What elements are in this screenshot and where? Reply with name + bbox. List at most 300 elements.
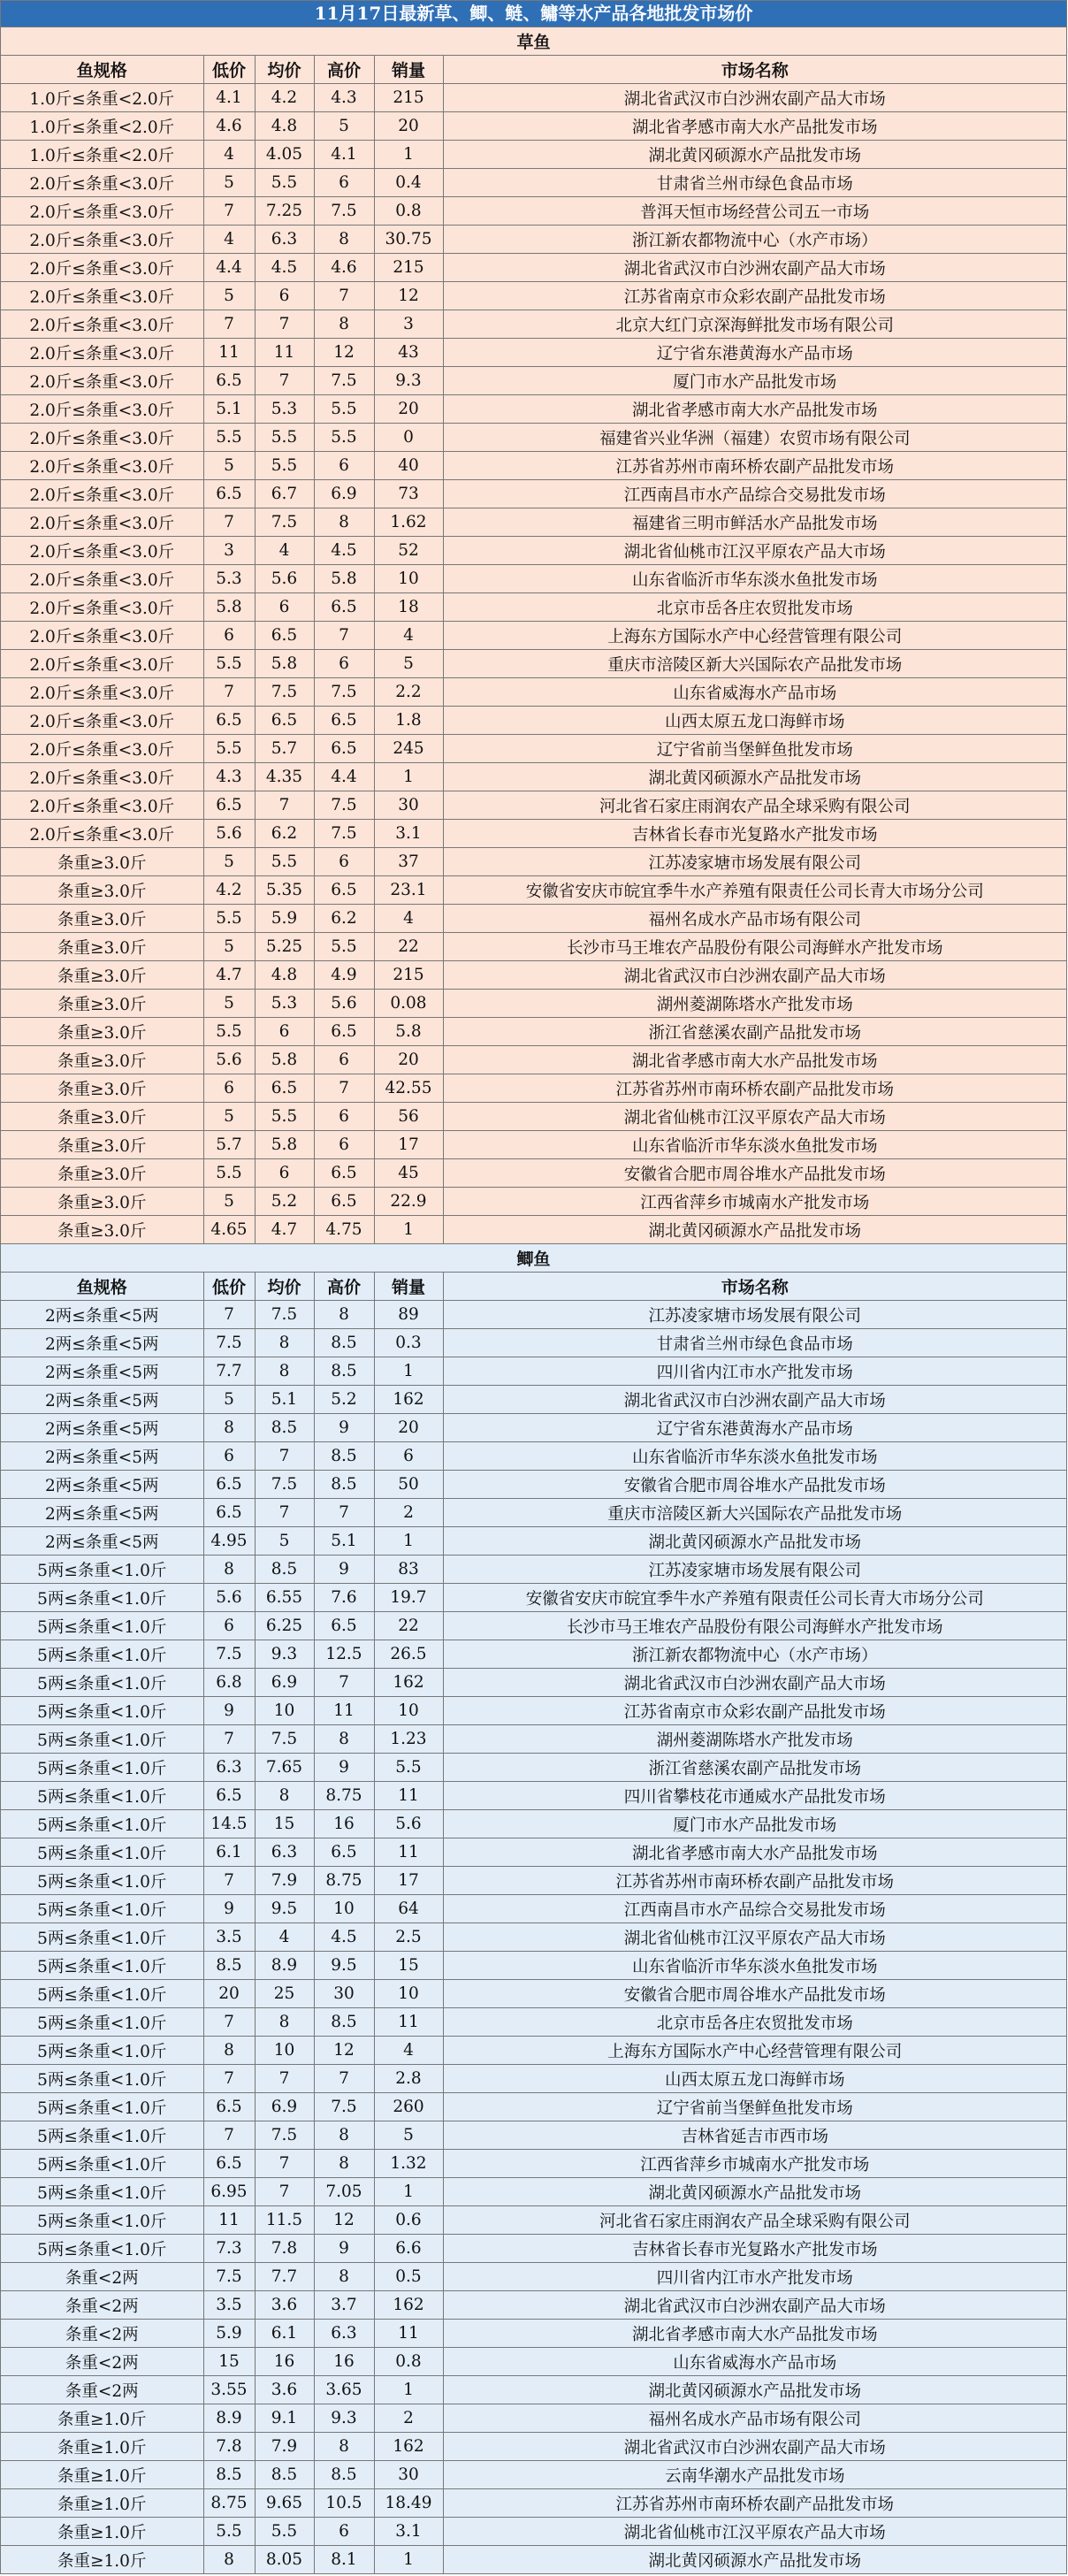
table-cell: 30: [374, 791, 443, 820]
table-cell: 15: [374, 1952, 443, 1980]
table-cell: 0.08: [374, 990, 443, 1018]
table-cell: 5.5: [203, 2518, 255, 2546]
table-row: [1, 876, 1067, 905]
table-cell: 7.5: [255, 1301, 314, 1329]
table-cell: 5两≤条重<1.0斤: [1, 2093, 203, 2121]
table-cell: 5两≤条重<1.0斤: [1, 2178, 203, 2206]
table-cell: 3.6: [255, 2291, 314, 2320]
table-cell: 2.0斤≤条重<3.0斤: [1, 820, 203, 848]
table-cell: 2.0斤≤条重<3.0斤: [1, 254, 203, 282]
table-cell: 11: [374, 2320, 443, 2348]
table-cell: 5: [203, 1188, 255, 1216]
table-row: [1, 2291, 1067, 2320]
table-cell: 条重≥3.0斤: [1, 1131, 203, 1159]
table-cell: 11.5: [255, 2206, 314, 2235]
table-cell: 215: [374, 254, 443, 282]
table-cell: 37: [374, 848, 443, 876]
table-cell: 8.05: [255, 2546, 314, 2574]
table-cell: 4.35: [255, 763, 314, 791]
table-cell: 2.0斤≤条重<3.0斤: [1, 452, 203, 480]
table-cell: 8.5: [314, 2461, 374, 2489]
table-cell: 20: [374, 1414, 443, 1442]
table-cell: 1.62: [374, 508, 443, 537]
table-cell: 湖州菱湖陈塔水产批发市场: [443, 990, 1067, 1018]
table-cell: 40: [374, 452, 443, 480]
table-cell: 江苏省苏州市南环桥农副产品批发市场: [443, 2489, 1067, 2518]
table-cell: 8: [314, 2263, 374, 2291]
table-cell: 湖北省仙桃市江汉平原农产品大市场: [443, 2518, 1067, 2546]
table-cell: 5.5: [314, 424, 374, 452]
table-cell: 6: [314, 848, 374, 876]
table-cell: 7: [255, 1499, 314, 1527]
table-cell: 215: [374, 84, 443, 112]
table-cell: 条重≥3.0斤: [1, 1216, 203, 1244]
table-row: [1, 282, 1067, 310]
table-row: [1, 2008, 1067, 2037]
table-cell: 甘肃省兰州市绿色食品市场: [443, 169, 1067, 197]
table-cell: 辽宁省前当堡鲜鱼批发市场: [443, 735, 1067, 763]
table-cell: 2两≤条重<5两: [1, 1527, 203, 1556]
table-cell: 12: [374, 282, 443, 310]
table-cell: 5: [203, 169, 255, 197]
table-cell: 10: [314, 1895, 374, 1923]
column-header-row: [1, 56, 1067, 84]
table-cell: 上海东方国际水产中心经营管理有限公司: [443, 2037, 1067, 2065]
table-cell: 7.5: [255, 508, 314, 537]
table-cell: 162: [374, 1386, 443, 1414]
table-cell: 9: [314, 1754, 374, 1782]
table-cell: 20: [374, 395, 443, 424]
table-cell: 山东省临沂市华东淡水鱼批发市场: [443, 1131, 1067, 1159]
table-row: [1, 2376, 1067, 2404]
table-cell: 4.1: [203, 84, 255, 112]
table-cell: 5.6: [314, 990, 374, 1018]
table-cell: 7: [255, 2178, 314, 2206]
table-cell: 5两≤条重<1.0斤: [1, 1640, 203, 1669]
table-cell: 北京市岳各庄农贸批发市场: [443, 593, 1067, 622]
table-cell: 2.0斤≤条重<3.0斤: [1, 763, 203, 791]
table-cell: 条重≥3.0斤: [1, 933, 203, 961]
table-row: [1, 508, 1067, 537]
table-cell: 7.5: [255, 678, 314, 707]
table-row: [1, 2518, 1067, 2546]
table-row: [1, 254, 1067, 282]
table-cell: 安徽省合肥市周谷堆水产品批发市场: [443, 1471, 1067, 1499]
table-cell: 162: [374, 2291, 443, 2320]
table-cell: 条重≥3.0斤: [1, 848, 203, 876]
table-cell: 3.1: [374, 820, 443, 848]
table-cell: 30: [314, 1980, 374, 2008]
table-cell: 5两≤条重<1.0斤: [1, 1754, 203, 1782]
table-cell: 6.5: [203, 791, 255, 820]
table-cell: 1.32: [374, 2150, 443, 2178]
table-cell: 5两≤条重<1.0斤: [1, 1612, 203, 1640]
table-cell: 条重<2两: [1, 2291, 203, 2320]
table-cell: 5: [203, 848, 255, 876]
table-cell: 14.5: [203, 1810, 255, 1838]
table-cell: 245: [374, 735, 443, 763]
table-cell: 条重≥1.0斤: [1, 2489, 203, 2518]
table-row: [1, 735, 1067, 763]
table-cell: 重庆市涪陵区新大兴国际农产品批发市场: [443, 1499, 1067, 1527]
table-cell: 2.0斤≤条重<3.0斤: [1, 282, 203, 310]
table-cell: 6.55: [255, 1584, 314, 1612]
table-cell: 辽宁省东港黄海水产品市场: [443, 339, 1067, 367]
table-cell: 7.7: [203, 1357, 255, 1386]
table-cell: 5两≤条重<1.0斤: [1, 1867, 203, 1895]
table-cell: 湖北省仙桃市江汉平原农产品大市场: [443, 537, 1067, 565]
table-cell: 江苏凌家塘市场发展有限公司: [443, 1301, 1067, 1329]
table-cell: 215: [374, 961, 443, 990]
table-row: [1, 1018, 1067, 1046]
table-row: [1, 1527, 1067, 1556]
table-cell: 5: [203, 282, 255, 310]
table-cell: 7.5: [255, 2121, 314, 2150]
table-cell: 20: [374, 1046, 443, 1074]
table-row: [1, 763, 1067, 791]
table-cell: 湖北黄冈硕源水产品批发市场: [443, 1527, 1067, 1556]
table-cell: 5两≤条重<1.0斤: [1, 2206, 203, 2235]
table-cell: 条重≥3.0斤: [1, 961, 203, 990]
table-cell: 2.0斤≤条重<3.0斤: [1, 225, 203, 254]
table-row: [1, 1980, 1067, 2008]
table-cell: 3.5: [203, 2291, 255, 2320]
table-cell: 4.6: [314, 254, 374, 282]
table-cell: 6.5: [203, 1782, 255, 1810]
table-cell: 0.8: [374, 197, 443, 225]
table-cell: 1: [374, 763, 443, 791]
table-cell: 4.7: [203, 961, 255, 990]
table-row: [1, 1159, 1067, 1188]
table-row: [1, 2546, 1067, 2574]
table-cell: 6.5: [314, 1612, 374, 1640]
table-cell: 2.0斤≤条重<3.0斤: [1, 367, 203, 395]
table-row: [1, 1357, 1067, 1386]
table-cell: 5两≤条重<1.0斤: [1, 1895, 203, 1923]
table-cell: 2.8: [374, 2065, 443, 2093]
table-cell: 7: [203, 2121, 255, 2150]
table-cell: 4.4: [203, 254, 255, 282]
table-cell: 5.5: [203, 424, 255, 452]
table-cell: 6.5: [203, 1499, 255, 1527]
table-cell: 18: [374, 593, 443, 622]
table-cell: 安徽省合肥市周谷堆水产品批发市场: [443, 1980, 1067, 2008]
table-cell: 湖北黄冈硕源水产品批发市场: [443, 2376, 1067, 2404]
table-cell: 5.6: [374, 1810, 443, 1838]
table-cell: 6: [314, 1046, 374, 1074]
table-row: [1, 395, 1067, 424]
table-cell: 9.3: [255, 1640, 314, 1669]
table-cell: 11: [255, 339, 314, 367]
table-cell: 5.5: [255, 848, 314, 876]
table-cell: 5.8: [203, 593, 255, 622]
table-cell: 7: [203, 508, 255, 537]
table-cell: 6: [255, 1159, 314, 1188]
table-cell: 江苏省南京市众彩农副产品批发市场: [443, 282, 1067, 310]
table-cell: 6.5: [314, 707, 374, 735]
table-cell: 6.7: [255, 480, 314, 508]
table-cell: 7.9: [255, 2433, 314, 2461]
table-cell: 5.8: [314, 565, 374, 593]
table-cell: 2.0斤≤条重<3.0斤: [1, 622, 203, 650]
column-header: 均价: [255, 1273, 314, 1301]
table-row: [1, 197, 1067, 225]
table-cell: 福建省兴业华洲（福建）农贸市场有限公司: [443, 424, 1067, 452]
table-cell: 浙江省慈溪农副产品批发市场: [443, 1018, 1067, 1046]
table-cell: 7.5: [203, 1329, 255, 1357]
table-cell: 8: [314, 2433, 374, 2461]
table-cell: 7: [203, 310, 255, 339]
table-cell: 湖北省孝感市南大水产品批发市场: [443, 112, 1067, 141]
table-cell: 5: [203, 452, 255, 480]
table-cell: 1: [374, 2376, 443, 2404]
table-row: [1, 1952, 1067, 1980]
table-cell: 湖北省武汉市白沙洲农副产品大市场: [443, 2433, 1067, 2461]
column-header: 市场名称: [443, 1273, 1067, 1301]
section-title: 草鱼: [1, 27, 1067, 56]
table-cell: 8.5: [314, 1442, 374, 1471]
table-cell: 7: [255, 791, 314, 820]
table-cell: 8: [314, 2150, 374, 2178]
table-cell: 4.5: [314, 537, 374, 565]
table-cell: 条重≥1.0斤: [1, 2546, 203, 2574]
table-row: [1, 2235, 1067, 2263]
table-row: [1, 1867, 1067, 1895]
table-cell: 50: [374, 1471, 443, 1499]
table-cell: 6.25: [255, 1612, 314, 1640]
table-cell: 5两≤条重<1.0斤: [1, 1584, 203, 1612]
table-cell: 1.8: [374, 707, 443, 735]
table-cell: 8.5: [314, 1329, 374, 1357]
table-cell: 条重≥3.0斤: [1, 990, 203, 1018]
table-row: [1, 1923, 1067, 1952]
table-cell: 7.5: [255, 1725, 314, 1754]
table-cell: 吉林省延吉市西市场: [443, 2121, 1067, 2150]
table-cell: 6: [314, 169, 374, 197]
table-cell: 22.9: [374, 1188, 443, 1216]
table-cell: 10: [374, 565, 443, 593]
table-cell: 6.5: [203, 480, 255, 508]
table-cell: 2两≤条重<5两: [1, 1471, 203, 1499]
table-cell: 7: [203, 1725, 255, 1754]
table-cell: 6.5: [314, 876, 374, 905]
table-cell: 10: [255, 2037, 314, 2065]
table-cell: 4: [255, 1923, 314, 1952]
table-cell: 山东省威海水产品市场: [443, 678, 1067, 707]
table-cell: 2.0斤≤条重<3.0斤: [1, 424, 203, 452]
table-row: [1, 2037, 1067, 2065]
table-cell: 云南华潮水产品批发市场: [443, 2461, 1067, 2489]
table-cell: 2.0斤≤条重<3.0斤: [1, 565, 203, 593]
table-cell: 6.6: [374, 2235, 443, 2263]
table-cell: 湖北省武汉市白沙洲农副产品大市场: [443, 254, 1067, 282]
table-cell: 6: [255, 1018, 314, 1046]
table-row: [1, 933, 1067, 961]
table-cell: 7.5: [203, 2263, 255, 2291]
table-cell: 7: [203, 197, 255, 225]
table-row: [1, 1074, 1067, 1103]
table-cell: 0.3: [374, 1329, 443, 1357]
column-header: 鱼规格: [1, 1273, 203, 1301]
table-cell: 8: [203, 2546, 255, 2574]
table-row: [1, 848, 1067, 876]
table-cell: 0.6: [374, 2206, 443, 2235]
table-cell: 5.5: [203, 905, 255, 933]
table-cell: 7.8: [203, 2433, 255, 2461]
table-cell: 25: [255, 1980, 314, 2008]
table-cell: 8.5: [314, 1471, 374, 1499]
table-cell: 6.5: [203, 1471, 255, 1499]
table-cell: 条重≥3.0斤: [1, 1188, 203, 1216]
table-cell: 10: [374, 1697, 443, 1725]
table-cell: 6.1: [255, 2320, 314, 2348]
table-cell: 5: [255, 1527, 314, 1556]
table-cell: 5.2: [314, 1386, 374, 1414]
table-cell: 4.5: [314, 1923, 374, 1952]
table-cell: 2: [374, 2404, 443, 2433]
table-cell: 5.5: [374, 1754, 443, 1782]
table-cell: 江苏省南京市众彩农副产品批发市场: [443, 1697, 1067, 1725]
table-cell: 4.2: [255, 84, 314, 112]
table-cell: 15: [203, 2348, 255, 2376]
table-cell: 湖北黄冈硕源水产品批发市场: [443, 2546, 1067, 2574]
table-cell: 5: [203, 933, 255, 961]
table-cell: 2两≤条重<5两: [1, 1499, 203, 1527]
table-cell: 2.0斤≤条重<3.0斤: [1, 791, 203, 820]
table-cell: 7: [203, 2065, 255, 2093]
table-cell: 2.0斤≤条重<3.0斤: [1, 310, 203, 339]
table-cell: 条重≥3.0斤: [1, 1018, 203, 1046]
table-cell: 5两≤条重<1.0斤: [1, 1810, 203, 1838]
table-cell: 56: [374, 1103, 443, 1131]
table-cell: 3.1: [374, 2518, 443, 2546]
table-cell: 7.5: [314, 367, 374, 395]
table-cell: 四川省内江市水产批发市场: [443, 1357, 1067, 1386]
table-cell: 162: [374, 1669, 443, 1697]
table-cell: 7: [314, 1074, 374, 1103]
table-cell: 3: [374, 310, 443, 339]
table-cell: 5.1: [203, 395, 255, 424]
table-cell: 10.5: [314, 2489, 374, 2518]
table-cell: 3.6: [255, 2376, 314, 2404]
column-header-row: [1, 1273, 1067, 1301]
table-cell: 26.5: [374, 1640, 443, 1669]
table-cell: 6: [203, 1074, 255, 1103]
section-1: [1, 1244, 1067, 2574]
table-cell: 23.1: [374, 876, 443, 905]
table-cell: 2两≤条重<5两: [1, 1386, 203, 1414]
table-cell: 湖北黄冈硕源水产品批发市场: [443, 2178, 1067, 2206]
table-cell: 8.75: [314, 1782, 374, 1810]
table-row: [1, 1612, 1067, 1640]
table-cell: 条重<2两: [1, 2376, 203, 2404]
table-cell: 6: [203, 622, 255, 650]
table-cell: 8: [203, 1414, 255, 1442]
column-header: 高价: [314, 1273, 374, 1301]
table-cell: 6: [255, 593, 314, 622]
table-cell: 5.5: [203, 1018, 255, 1046]
table-cell: 5两≤条重<1.0斤: [1, 1556, 203, 1584]
table-cell: 2.0斤≤条重<3.0斤: [1, 650, 203, 678]
table-cell: 8: [314, 508, 374, 537]
table-cell: 5.5: [203, 1159, 255, 1188]
table-cell: 8: [203, 2037, 255, 2065]
table-cell: 条重<2两: [1, 2348, 203, 2376]
table-row: [1, 1442, 1067, 1471]
table-cell: 湖州菱湖陈塔水产批发市场: [443, 1725, 1067, 1754]
table-cell: 5.9: [255, 905, 314, 933]
table-cell: 5.3: [203, 565, 255, 593]
table-row: [1, 367, 1067, 395]
table-cell: 9.1: [255, 2404, 314, 2433]
table-cell: 1: [374, 2546, 443, 2574]
table-cell: 3.5: [203, 1923, 255, 1952]
table-cell: 8.5: [203, 1952, 255, 1980]
table-cell: 3.55: [203, 2376, 255, 2404]
table-row: [1, 1216, 1067, 1244]
table-cell: 湖北省仙桃市江汉平原农产品大市场: [443, 1923, 1067, 1952]
table-cell: 条重≥1.0斤: [1, 2518, 203, 2546]
table-cell: 5两≤条重<1.0斤: [1, 2150, 203, 2178]
table-cell: 4: [203, 141, 255, 169]
table-row: [1, 169, 1067, 197]
table-cell: 2.0斤≤条重<3.0斤: [1, 508, 203, 537]
table-cell: 安徽省合肥市周谷堆水产品批发市场: [443, 1159, 1067, 1188]
table-cell: 7: [203, 1867, 255, 1895]
table-cell: 5两≤条重<1.0斤: [1, 2235, 203, 2263]
table-cell: 7: [314, 2065, 374, 2093]
table-cell: 江西南昌市水产品综合交易批发市场: [443, 1895, 1067, 1923]
table-cell: 甘肃省兰州市绿色食品市场: [443, 1329, 1067, 1357]
table-cell: 5两≤条重<1.0斤: [1, 2121, 203, 2150]
section-title-row: [1, 1244, 1067, 1273]
table-cell: 6.5: [314, 1018, 374, 1046]
table-cell: 16: [314, 2348, 374, 2376]
table-cell: 辽宁省前当堡鲜鱼批发市场: [443, 2093, 1067, 2121]
table-cell: 1: [374, 1357, 443, 1386]
table-cell: 湖北省武汉市白沙洲农副产品大市场: [443, 84, 1067, 112]
table-cell: 4.3: [203, 763, 255, 791]
table-cell: 长沙市马王堆农产品股份有限公司海鲜水产批发市场: [443, 933, 1067, 961]
table-row: [1, 565, 1067, 593]
table-row: [1, 1584, 1067, 1612]
table-cell: 山东省临沂市华东淡水鱼批发市场: [443, 1442, 1067, 1471]
table-cell: 4: [255, 537, 314, 565]
table-cell: 4.5: [255, 254, 314, 282]
table-cell: 5两≤条重<1.0斤: [1, 1669, 203, 1697]
table-cell: 四川省攀枝花市通威水产品批发市场: [443, 1782, 1067, 1810]
table-cell: 52: [374, 537, 443, 565]
table-cell: 8.5: [255, 2461, 314, 2489]
table-row: [1, 2461, 1067, 2489]
table-cell: 5.9: [203, 2320, 255, 2348]
table-cell: 7.5: [314, 791, 374, 820]
table-cell: 5.8: [255, 1046, 314, 1074]
table-cell: 5.5: [255, 1103, 314, 1131]
table-cell: 浙江新农都物流中心（水产市场）: [443, 225, 1067, 254]
table-cell: 8.5: [255, 1414, 314, 1442]
table-cell: 8.1: [314, 2546, 374, 2574]
table-cell: 7.5: [314, 197, 374, 225]
table-cell: 山西太原五龙口海鲜市场: [443, 707, 1067, 735]
table-cell: 9.3: [314, 2404, 374, 2433]
table-cell: 2.0斤≤条重<3.0斤: [1, 339, 203, 367]
table-cell: 83: [374, 1556, 443, 1584]
table-cell: 0.5: [374, 2263, 443, 2291]
table-cell: 7: [314, 1669, 374, 1697]
table-cell: 长沙市马王堆农产品股份有限公司海鲜水产批发市场: [443, 1612, 1067, 1640]
table-cell: 5两≤条重<1.0斤: [1, 1838, 203, 1867]
